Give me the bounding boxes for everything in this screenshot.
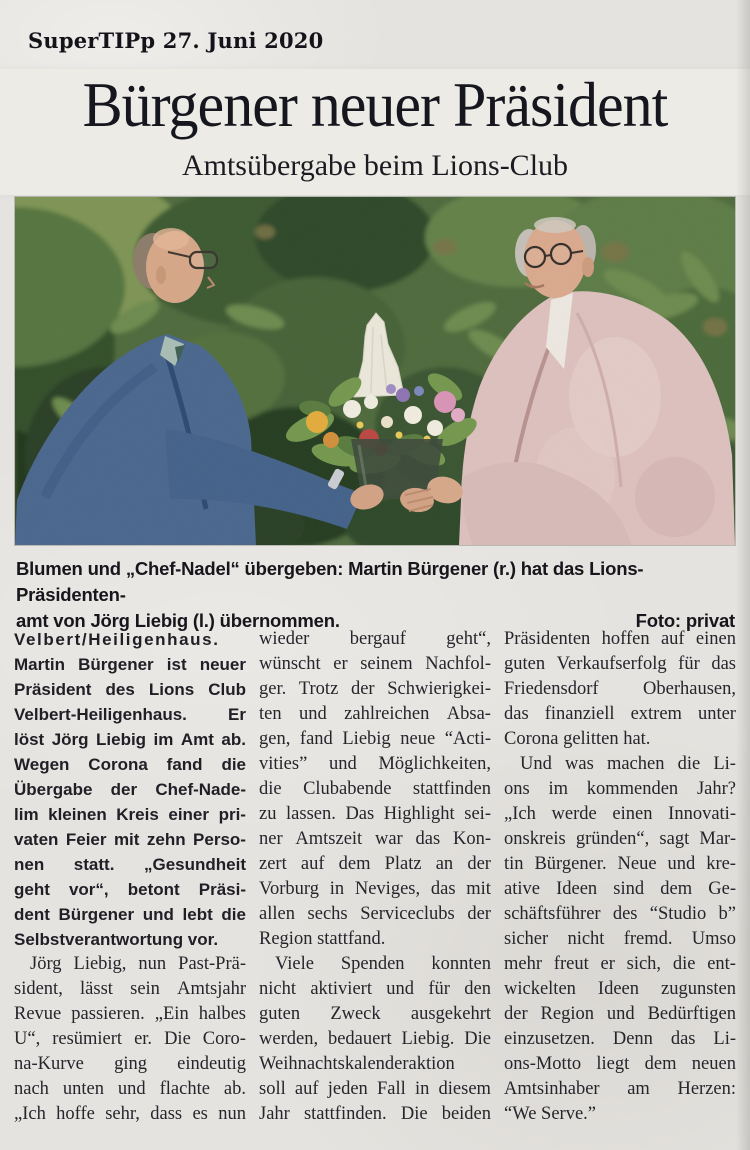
text-line: allen sechs Serviceclubs der xyxy=(259,904,491,924)
text-line: zert auf dem Platz an der xyxy=(259,854,491,874)
text-line: gen, fand Liebig neue “Acti- xyxy=(259,729,491,749)
article-column xyxy=(14,627,246,1127)
text-line: U“, resümiert er. Die Coro- xyxy=(14,1029,246,1049)
text-line: Velbert/Heiligenhaus. xyxy=(14,630,220,649)
text-line: sicher nicht fremd. Umso xyxy=(504,929,736,949)
article-photo xyxy=(15,197,735,545)
text-line: onskreis gründen“, sagt Mar- xyxy=(504,829,736,849)
text-line: einzusetzen. Denn das Li- xyxy=(504,1029,736,1049)
text-line: lim kleinen Kreis einer pri- xyxy=(14,805,246,824)
text-line: dent Bürgener und lebt die xyxy=(14,905,246,924)
caption-line2: amt von Jörg Liebig (l.) übernommen. xyxy=(16,610,340,631)
article-subheadline: Amtsübergabe beim Lions-Club xyxy=(181,149,569,182)
text-line: Präsidenten hoffen auf einen xyxy=(504,629,736,649)
text-line: ons im kommenden Jahr? xyxy=(504,779,736,799)
text-line: wünscht er seinem Nachfol- xyxy=(259,654,491,674)
text-line: Martin Bürgener ist neuer xyxy=(14,655,246,674)
text-line: der Region und Bedürftigen xyxy=(504,1004,736,1024)
text-line: ner Amtszeit war das Kon- xyxy=(259,829,491,849)
text-line: ative Ideen sind dem Ge- xyxy=(504,879,736,899)
photo-illustration xyxy=(15,197,735,545)
text-line: nen statt. „Gesundheit xyxy=(14,855,246,874)
text-line: die Clubabende stattfinden xyxy=(259,779,491,799)
photo-caption xyxy=(16,556,735,634)
text-line: Revue passieren. „Ein halbes xyxy=(14,1004,246,1024)
text-line: guten Zweck ausgekehrt xyxy=(259,1004,491,1024)
text-line: vaten Feier mit zehn Perso- xyxy=(14,830,246,849)
text-line: “We Serve.” xyxy=(504,1104,596,1124)
text-line: Wegen Corona fand die xyxy=(14,755,246,774)
text-line: „Ich werde einen Innovati- xyxy=(504,804,736,824)
article-body xyxy=(14,627,737,1127)
text-line: wieder bergauf geht“, xyxy=(259,629,491,649)
text-line: das finanziell extrem unter xyxy=(504,704,736,724)
text-line: Weihnachtskalenderaktion xyxy=(259,1054,455,1074)
text-line: guten Verkaufserfolg für das xyxy=(504,654,736,674)
article-headline: Bürgener neuer Präsident xyxy=(82,69,668,140)
text-line: geht vor“, betont Präsi- xyxy=(14,880,246,899)
text-line: Und was machen die Li- xyxy=(520,754,736,774)
text-line: tin Bürgener. Neue und kre- xyxy=(504,854,736,874)
text-line: Selbstverantwortung vor. xyxy=(14,930,219,949)
text-line: werden, bedauert Liebig. Die xyxy=(259,1029,491,1049)
text-line: Jörg Liebig, nun Past-Prä- xyxy=(30,954,246,974)
text-line: mehr freut er sich, die ent- xyxy=(504,954,736,974)
article-column xyxy=(259,627,491,1127)
text-line: Viele Spenden konnten xyxy=(275,954,491,974)
text-line: ten und zahlreichen Absa- xyxy=(259,704,491,724)
text-line: ons-Motto liegt dem neuen xyxy=(504,1054,736,1074)
text-line: Vorburg in Neviges, das mit xyxy=(259,879,491,899)
article-column xyxy=(504,627,736,1127)
text-line: na-Kurve ging eindeutig xyxy=(14,1054,246,1074)
dateline: SuperTIPp 27. Juni 2020 xyxy=(28,28,324,53)
text-line: zu lassen. Das Highlight sei- xyxy=(259,804,491,824)
text-line: Präsident des Lions Club xyxy=(14,680,246,699)
text-line: schäftsführer des “Studio b” xyxy=(504,904,736,924)
text-line: Corona gelitten hat. xyxy=(504,729,651,749)
text-line: nicht aktiviert und für den xyxy=(259,979,491,999)
text-line: soll auf jeden Fall in diesem xyxy=(259,1079,491,1099)
text-line: vities” und Möglichkeiten, xyxy=(259,754,491,774)
caption-line1: Blumen und „Chef-Nadel“ übergeben: Martin Bürgener (r.) hat das Lions-Präsidenten- xyxy=(16,558,644,605)
text-line: „Ich hoffe sehr, dass es nun xyxy=(14,1104,246,1124)
text-line: sident, lässt sein Amtsjahr xyxy=(14,979,246,999)
photo-credit: Foto: privat xyxy=(635,610,735,631)
text-line: löst Jörg Liebig im Amt ab. xyxy=(14,730,246,749)
text-line: ger. Trotz der Schwierigkei- xyxy=(259,679,491,699)
text-line: nach unten und flachte ab. xyxy=(14,1079,246,1099)
text-line: Velbert-Heiligenhaus. Er xyxy=(14,705,246,724)
text-line: Friedensdorf Oberhausen, xyxy=(504,679,736,699)
text-line: Amtsinhaber am Herzen: xyxy=(504,1079,736,1099)
text-line: wickelten Ideen zugunsten xyxy=(504,979,736,999)
page-edge-shadow xyxy=(736,0,750,1150)
text-line: Jahr stattfinden. Die beiden xyxy=(259,1104,491,1124)
text-line: Übergabe der Chef-Nade- xyxy=(14,780,246,799)
text-line: Region stattfand. xyxy=(259,929,386,949)
